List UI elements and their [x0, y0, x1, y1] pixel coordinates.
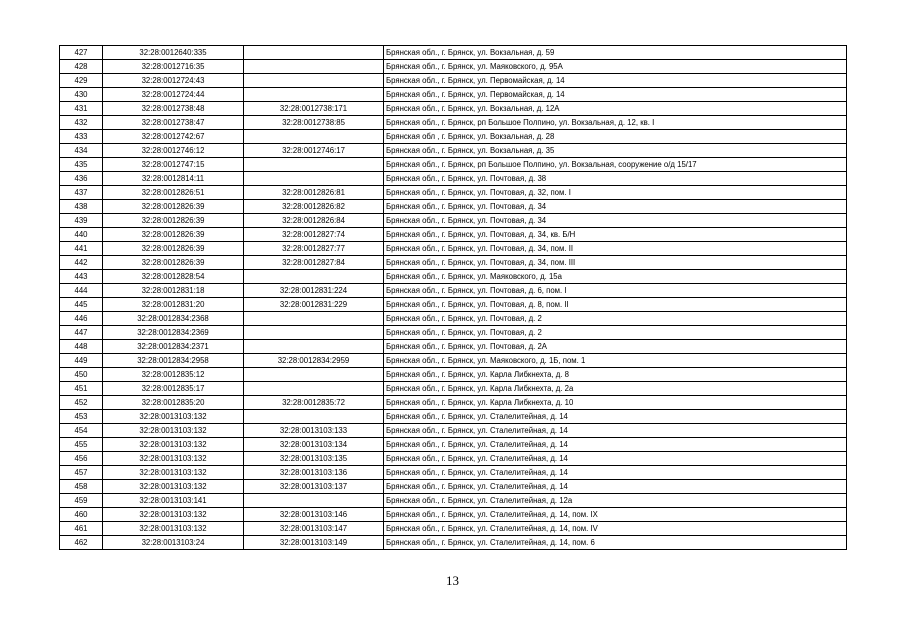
address-cell: Брянская обл., г. Брянск, ул. Карла Либкнехта, д. 2а [384, 382, 847, 396]
address-cell: Брянская обл., г. Брянск, ул. Карла Либкнехта, д. 8 [384, 368, 847, 382]
table-row [60, 102, 847, 116]
parcel-number-cell: 32:28:0012831:20 [103, 298, 244, 312]
table-row [60, 46, 847, 60]
parcel-number-cell: 32:28:0012828:54 [103, 270, 244, 284]
row-number-cell: 445 [60, 298, 103, 312]
address-cell: Брянская обл., г. Брянск, ул. Почтовая, д. 32, пом. I [384, 186, 847, 200]
table-row [60, 424, 847, 438]
row-number-cell: 441 [60, 242, 103, 256]
address-cell: Брянская обл., г. Брянск, ул. Почтовая, д. 2А [384, 340, 847, 354]
parcel-number-cell: 32:28:0012716:35 [103, 60, 244, 74]
address-cell: Брянская обл., г. Брянск, ул. Сталелитейная, д. 14 [384, 466, 847, 480]
object-number-cell [244, 494, 384, 508]
row-number-cell: 449 [60, 354, 103, 368]
address-cell: Брянская обл., г. Брянск, ул. Сталелитейная, д. 14 [384, 410, 847, 424]
object-number-cell [244, 326, 384, 340]
parcel-number-cell: 32:28:0012834:2368 [103, 312, 244, 326]
parcel-number-cell: 32:28:0012640:335 [103, 46, 244, 60]
table-row [60, 298, 847, 312]
row-number-cell: 440 [60, 228, 103, 242]
address-cell: Брянская обл , г. Брянск, ул. Вокзальная, д. 28 [384, 130, 847, 144]
address-cell: Брянская обл., г. Брянск, ул. Вокзальная, д. 35 [384, 144, 847, 158]
parcel-number-cell: 32:28:0013103:132 [103, 466, 244, 480]
address-cell: Брянская обл., г. Брянск, ул. Сталелитейная, д. 14, пом. IX [384, 508, 847, 522]
object-number-cell: 32:28:0013103:137 [244, 480, 384, 494]
address-cell: Брянская обл., г. Брянск, ул. Почтовая, д. 34 [384, 200, 847, 214]
table-row [60, 438, 847, 452]
table-row [60, 382, 847, 396]
object-number-cell: 32:28:0012831:224 [244, 284, 384, 298]
row-number-cell: 428 [60, 60, 103, 74]
parcel-number-cell: 32:28:0013103:132 [103, 438, 244, 452]
row-number-cell: 429 [60, 74, 103, 88]
address-cell: Брянская обл., г. Брянск, рп Большое Полпино, ул. Вокзальная, сооружение о/д 15/17 [384, 158, 847, 172]
parcel-number-cell: 32:28:0012746:12 [103, 144, 244, 158]
table-row [60, 256, 847, 270]
parcel-number-cell: 32:28:0012738:48 [103, 102, 244, 116]
row-number-cell: 439 [60, 214, 103, 228]
table-row [60, 130, 847, 144]
row-number-cell: 436 [60, 172, 103, 186]
address-cell: Брянская обл., г. Брянск, ул. Сталелитейная, д. 14 [384, 452, 847, 466]
object-number-cell [244, 312, 384, 326]
object-number-cell [244, 46, 384, 60]
parcel-number-cell: 32:28:0012826:39 [103, 256, 244, 270]
object-number-cell: 32:28:0013103:133 [244, 424, 384, 438]
table-row [60, 410, 847, 424]
parcel-number-cell: 32:28:0012834:2371 [103, 340, 244, 354]
address-cell: Брянская обл., г. Брянск, ул. Первомайская, д. 14 [384, 88, 847, 102]
row-number-cell: 462 [60, 536, 103, 550]
object-number-cell [244, 368, 384, 382]
table-row [60, 116, 847, 130]
table-row [60, 522, 847, 536]
table-row [60, 466, 847, 480]
parcel-number-cell: 32:28:0012835:20 [103, 396, 244, 410]
parcel-number-cell: 32:28:0012738:47 [103, 116, 244, 130]
address-cell: Брянская обл., г. Брянск, ул. Маяковского, д. 95А [384, 60, 847, 74]
address-cell: Брянская обл., г. Брянск, ул. Вокзальная, д. 12А [384, 102, 847, 116]
address-cell: Брянская обл., г. Брянск, ул. Почтовая, д. 34, пом. II [384, 242, 847, 256]
table-row [60, 354, 847, 368]
table-row [60, 214, 847, 228]
object-number-cell: 32:28:0012827:77 [244, 242, 384, 256]
row-number-cell: 455 [60, 438, 103, 452]
object-number-cell [244, 340, 384, 354]
address-cell: Брянская обл., г. Брянск, ул. Почтовая, д. 6, пом. I [384, 284, 847, 298]
address-cell: Брянская обл., г. Брянск, ул. Почтовая, д. 34, кв. Б/Н [384, 228, 847, 242]
table-row [60, 480, 847, 494]
object-number-cell: 32:28:0012827:74 [244, 228, 384, 242]
parcel-number-cell: 32:28:0012742:67 [103, 130, 244, 144]
row-number-cell: 427 [60, 46, 103, 60]
parcel-number-cell: 32:28:0012826:51 [103, 186, 244, 200]
object-number-cell: 32:28:0013103:149 [244, 536, 384, 550]
object-number-cell [244, 74, 384, 88]
address-cell: Брянская обл., г. Брянск, ул. Карла Либкнехта, д. 10 [384, 396, 847, 410]
table-row [60, 270, 847, 284]
object-number-cell [244, 172, 384, 186]
table-row [60, 326, 847, 340]
parcel-number-cell: 32:28:0013103:132 [103, 452, 244, 466]
row-number-cell: 444 [60, 284, 103, 298]
table-row [60, 172, 847, 186]
object-number-cell: 32:28:0013103:146 [244, 508, 384, 522]
table-row [60, 508, 847, 522]
table-row [60, 494, 847, 508]
row-number-cell: 454 [60, 424, 103, 438]
parcel-number-cell: 32:28:0013103:132 [103, 522, 244, 536]
address-cell: Брянская обл., г. Брянск, ул. Маяковского, д. 15а [384, 270, 847, 284]
row-number-cell: 446 [60, 312, 103, 326]
object-number-cell: 32:28:0012826:84 [244, 214, 384, 228]
object-number-cell: 32:28:0013103:135 [244, 452, 384, 466]
row-number-cell: 453 [60, 410, 103, 424]
address-cell: Брянская обл., г. Брянск, ул. Первомайская, д. 14 [384, 74, 847, 88]
object-number-cell: 32:28:0012826:82 [244, 200, 384, 214]
object-number-cell [244, 410, 384, 424]
address-cell: Брянская обл., г. Брянск, рп Большое Полпино, ул. Вокзальная, д. 12, кв. I [384, 116, 847, 130]
table-row [60, 396, 847, 410]
address-cell: Брянская обл., г. Брянск, ул. Маяковского, д. 1Б, пом. 1 [384, 354, 847, 368]
address-cell: Брянская обл., г. Брянск, ул. Сталелитейная, д. 14, пом. 6 [384, 536, 847, 550]
object-number-cell: 32:28:0013103:134 [244, 438, 384, 452]
object-number-cell: 32:28:0012738:85 [244, 116, 384, 130]
address-cell: Брянская обл., г. Брянск, ул. Почтовая, д. 34, пом. III [384, 256, 847, 270]
row-number-cell: 430 [60, 88, 103, 102]
row-number-cell: 443 [60, 270, 103, 284]
address-cell: Брянская обл., г. Брянск, ул. Почтовая, д. 34 [384, 214, 847, 228]
address-cell: Брянская обл., г. Брянск, ул. Почтовая, д. 2 [384, 326, 847, 340]
parcel-number-cell: 32:28:0013103:132 [103, 410, 244, 424]
table-row [60, 88, 847, 102]
address-cell: Брянская обл., г. Брянск, ул. Почтовая, д. 2 [384, 312, 847, 326]
address-cell: Брянская обл., г. Брянск, ул. Почтовая, д. 38 [384, 172, 847, 186]
parcel-number-cell: 32:28:0012814:11 [103, 172, 244, 186]
parcel-number-cell: 32:28:0012834:2958 [103, 354, 244, 368]
address-cell: Брянская обл., г. Брянск, ул. Сталелитейная, д. 12а [384, 494, 847, 508]
row-number-cell: 435 [60, 158, 103, 172]
cadastral-table [59, 45, 847, 550]
row-number-cell: 461 [60, 522, 103, 536]
row-number-cell: 458 [60, 480, 103, 494]
parcel-number-cell: 32:28:0013103:24 [103, 536, 244, 550]
object-number-cell [244, 382, 384, 396]
row-number-cell: 433 [60, 130, 103, 144]
row-number-cell: 452 [60, 396, 103, 410]
table-row [60, 312, 847, 326]
parcel-number-cell: 32:28:0012724:44 [103, 88, 244, 102]
table-row [60, 144, 847, 158]
row-number-cell: 437 [60, 186, 103, 200]
object-number-cell: 32:28:0012826:81 [244, 186, 384, 200]
parcel-number-cell: 32:28:0012831:18 [103, 284, 244, 298]
row-number-cell: 457 [60, 466, 103, 480]
row-number-cell: 438 [60, 200, 103, 214]
row-number-cell: 442 [60, 256, 103, 270]
table-row [60, 284, 847, 298]
object-number-cell: 32:28:0012827:84 [244, 256, 384, 270]
row-number-cell: 451 [60, 382, 103, 396]
parcel-number-cell: 32:28:0012834:2369 [103, 326, 244, 340]
parcel-number-cell: 32:28:0013103:132 [103, 424, 244, 438]
parcel-number-cell: 32:28:0013103:132 [103, 480, 244, 494]
address-cell: Брянская обл., г. Брянск, ул. Сталелитейная, д. 14 [384, 438, 847, 452]
table-row [60, 60, 847, 74]
table-row [60, 452, 847, 466]
object-number-cell: 32:28:0012746:17 [244, 144, 384, 158]
row-number-cell: 434 [60, 144, 103, 158]
parcel-number-cell: 32:28:0012747:15 [103, 158, 244, 172]
parcel-number-cell: 32:28:0012826:39 [103, 242, 244, 256]
parcel-number-cell: 32:28:0013103:132 [103, 508, 244, 522]
row-number-cell: 432 [60, 116, 103, 130]
page-number: 13 [446, 573, 459, 588]
table-row [60, 186, 847, 200]
row-number-cell: 460 [60, 508, 103, 522]
address-cell: Брянская обл., г. Брянск, ул. Сталелитейная, д. 14 [384, 424, 847, 438]
address-cell: Брянская обл., г. Брянск, ул. Почтовая, д. 8, пом. II [384, 298, 847, 312]
parcel-number-cell: 32:28:0013103:141 [103, 494, 244, 508]
object-number-cell: 32:28:0012834:2959 [244, 354, 384, 368]
table-row [60, 368, 847, 382]
object-number-cell [244, 60, 384, 74]
address-cell: Брянская обл., г. Брянск, ул. Сталелитейная, д. 14, пом. IV [384, 522, 847, 536]
row-number-cell: 431 [60, 102, 103, 116]
row-number-cell: 450 [60, 368, 103, 382]
table-row [60, 340, 847, 354]
address-cell: Брянская обл., г. Брянск, ул. Сталелитейная, д. 14 [384, 480, 847, 494]
row-number-cell: 448 [60, 340, 103, 354]
parcel-number-cell: 32:28:0012724:43 [103, 74, 244, 88]
table-row [60, 228, 847, 242]
parcel-number-cell: 32:28:0012835:12 [103, 368, 244, 382]
object-number-cell: 32:28:0013103:136 [244, 466, 384, 480]
parcel-number-cell: 32:28:0012835:17 [103, 382, 244, 396]
row-number-cell: 447 [60, 326, 103, 340]
parcel-number-cell: 32:28:0012826:39 [103, 200, 244, 214]
object-number-cell: 32:28:0013103:147 [244, 522, 384, 536]
object-number-cell [244, 158, 384, 172]
object-number-cell [244, 88, 384, 102]
table-row [60, 242, 847, 256]
table-row [60, 200, 847, 214]
object-number-cell: 32:28:0012831:229 [244, 298, 384, 312]
table-row [60, 74, 847, 88]
object-number-cell: 32:28:0012835:72 [244, 396, 384, 410]
object-number-cell: 32:28:0012738:171 [244, 102, 384, 116]
object-number-cell [244, 130, 384, 144]
table-row [60, 536, 847, 550]
row-number-cell: 459 [60, 494, 103, 508]
parcel-number-cell: 32:28:0012826:39 [103, 228, 244, 242]
table-row [60, 158, 847, 172]
object-number-cell [244, 270, 384, 284]
row-number-cell: 456 [60, 452, 103, 466]
table-body [60, 46, 847, 550]
address-cell: Брянская обл., г. Брянск, ул. Вокзальная, д. 59 [384, 46, 847, 60]
parcel-number-cell: 32:28:0012826:39 [103, 214, 244, 228]
